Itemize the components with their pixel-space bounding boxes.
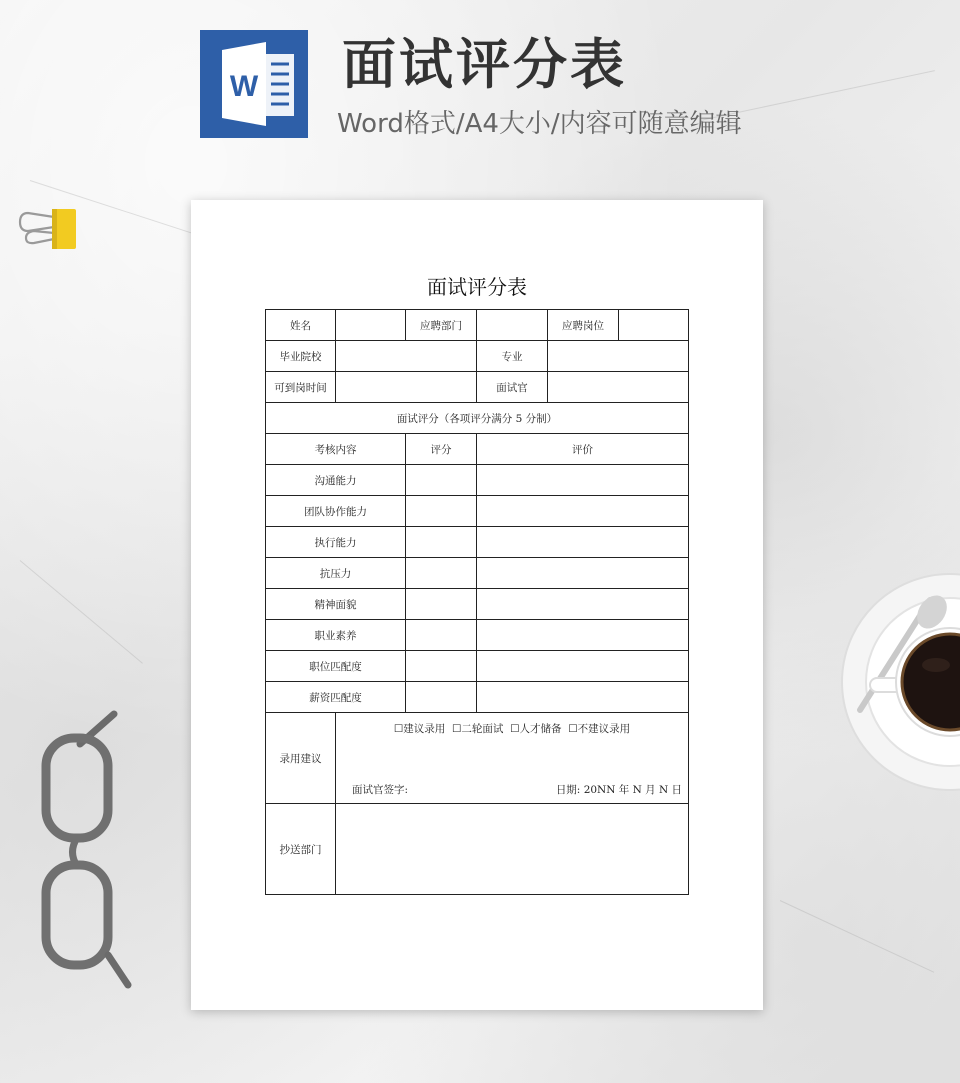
glasses-icon xyxy=(28,700,138,1000)
table-row xyxy=(266,804,689,895)
marble-vein xyxy=(20,560,143,664)
position-label: 应聘岗位 xyxy=(548,310,619,341)
cc-department-field[interactable] xyxy=(336,804,689,895)
word-logo-letter: W xyxy=(229,70,259,103)
table-row xyxy=(266,496,689,527)
school-label: 毕业院校 xyxy=(266,341,336,372)
binder-clip-icon xyxy=(18,205,80,253)
interviewer-label: 面试官 xyxy=(477,372,548,403)
page-subtitle: Word格式/A4大小/内容可随意编辑 xyxy=(337,109,742,139)
recommendation-cell xyxy=(336,713,689,804)
document-title: 面试评分表 xyxy=(427,275,527,299)
name-label: 姓名 xyxy=(266,310,336,341)
comment-cell[interactable] xyxy=(477,651,689,682)
criterion-label: 沟通能力 xyxy=(266,465,406,496)
score-cell[interactable] xyxy=(406,496,477,527)
table-row xyxy=(266,372,689,403)
score-cell[interactable] xyxy=(406,620,477,651)
criterion-label: 薪资匹配度 xyxy=(266,682,406,713)
score-cell[interactable] xyxy=(406,589,477,620)
column-header-criteria: 考核内容 xyxy=(266,434,406,465)
dept-field[interactable] xyxy=(477,310,548,341)
page-title: 面试评分表 xyxy=(342,33,627,96)
option-recommend-hire[interactable]: ☐建议录用 xyxy=(393,723,446,735)
date-label: 日期: 20NN 年 N 月 N 日 xyxy=(555,784,682,796)
table-row xyxy=(266,403,689,434)
comment-cell[interactable] xyxy=(477,589,689,620)
recommendation-label: 录用建议 xyxy=(266,713,336,804)
scoring-header: 面试评分（各项评分满分 5 分制） xyxy=(266,403,689,434)
available-field[interactable] xyxy=(336,372,477,403)
score-cell[interactable] xyxy=(406,682,477,713)
criterion-label: 抗压力 xyxy=(266,558,406,589)
option-second-round[interactable]: ☐二轮面试 xyxy=(451,723,504,735)
interviewer-signature-label: 面试官签字: xyxy=(352,784,409,796)
table-row xyxy=(266,682,689,713)
score-cell[interactable] xyxy=(406,527,477,558)
column-header-comment: 评价 xyxy=(477,434,689,465)
column-header-score: 评分 xyxy=(406,434,477,465)
position-field[interactable] xyxy=(619,310,689,341)
criterion-label: 职业素养 xyxy=(266,620,406,651)
word-icon xyxy=(200,30,308,138)
score-cell[interactable] xyxy=(406,465,477,496)
comment-cell[interactable] xyxy=(477,465,689,496)
table-row xyxy=(266,341,689,372)
table-row xyxy=(266,310,689,341)
dept-label: 应聘部门 xyxy=(406,310,477,341)
table-row xyxy=(266,713,689,804)
interview-form-table xyxy=(265,309,689,895)
score-cell[interactable] xyxy=(406,651,477,682)
option-not-recommended[interactable]: ☐不建议录用 xyxy=(568,723,631,735)
available-label: 可到岗时间 xyxy=(266,372,336,403)
criterion-label: 团队协作能力 xyxy=(266,496,406,527)
interviewer-field[interactable] xyxy=(548,372,689,403)
table-row xyxy=(266,558,689,589)
major-label: 专业 xyxy=(477,341,548,372)
comment-cell[interactable] xyxy=(477,558,689,589)
table-row xyxy=(266,589,689,620)
criterion-label: 精神面貌 xyxy=(266,589,406,620)
comment-cell[interactable] xyxy=(477,496,689,527)
criterion-label: 职位匹配度 xyxy=(266,651,406,682)
name-field[interactable] xyxy=(336,310,406,341)
major-field[interactable] xyxy=(548,341,689,372)
table-header-row xyxy=(266,434,689,465)
table-row xyxy=(266,527,689,558)
school-field[interactable] xyxy=(336,341,477,372)
comment-cell[interactable] xyxy=(477,620,689,651)
marble-vein xyxy=(780,900,934,973)
table-row xyxy=(266,620,689,651)
recommendation-options xyxy=(336,721,688,736)
comment-cell[interactable] xyxy=(477,682,689,713)
score-cell[interactable] xyxy=(406,558,477,589)
table-row xyxy=(266,651,689,682)
comment-cell[interactable] xyxy=(477,527,689,558)
criterion-label: 执行能力 xyxy=(266,527,406,558)
coffee-cup-icon xyxy=(840,570,960,800)
document-paper xyxy=(191,200,763,1010)
table-row xyxy=(266,465,689,496)
cc-department-label: 抄送部门 xyxy=(266,804,336,895)
option-talent-pool[interactable]: ☐人才储备 xyxy=(510,723,562,735)
